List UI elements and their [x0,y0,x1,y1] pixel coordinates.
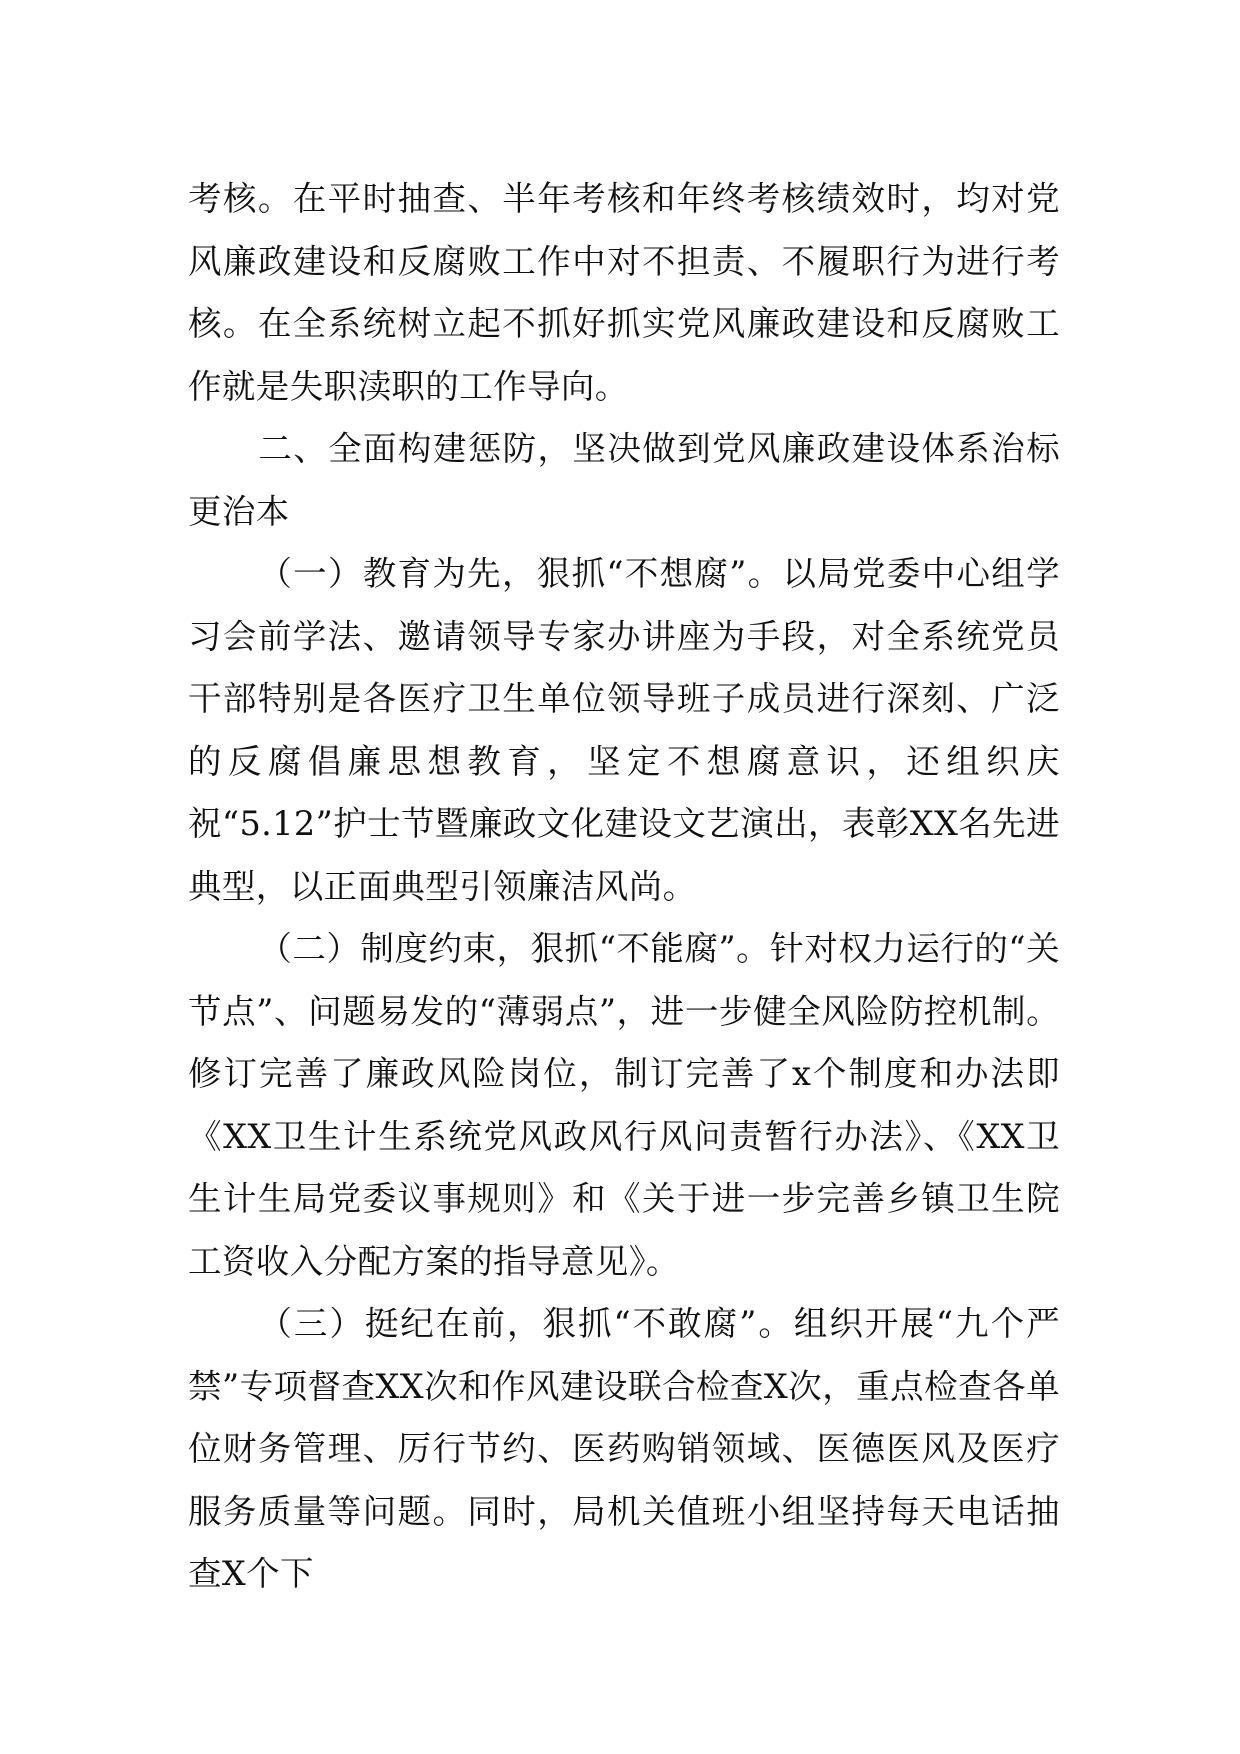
paragraph-assessment-continued: 考核。在平时抽查、半年考核和年终考核绩效时，均对党风廉政建设和反腐败工作中对不担责、不履职行为进行考核。在全系统树立起不抓好抓实党风廉政建设和反腐败工作就是失职渎职的工作导向。 [188,179,1060,406]
paragraph-discipline: （三）挺纪在前，狠抓“不敢腐”。组织开展“九个严禁”专项督查XX次和作风建设联合检查X次，重点检查各单位财务管理、厉行节约、医药购销领域、医德医风及医疗服务质量等问题。同时，局机关值班小组坚持每天电话抽查X个下 [188,1304,1060,1593]
section-heading-two: 二、全面构建惩防，坚决做到党风廉政建设体系治标更治本 [188,429,1060,531]
document-body [188,168,1060,1606]
paragraph-institution: （二）制度约束，狠抓“不能腐”。针对权力运行的“关节点”、问题易发的“薄弱点”，进一步健全风险防控机制。修订完善了廉政风险岗位，制订完善了x个制度和办法即《XX卫生计生系统党风政风行风问责暂行办法》、《XX卫生计生局党委议事规则》和《关于进一步完善乡镇卫生院工资收入分配方案的指导意见》。 [188,929,1060,1281]
paragraph-education: （一）教育为先，狠抓“不想腐”。以局党委中心组学习会前学法、邀请领导专家办讲座为手段，对全系统党员干部特别是各医疗卫生单位领导班子成员进行深刻、广泛的反腐倡廉思想教育，坚定不想腐意识，还组织庆祝“5.12”护士节暨廉政文化建设文艺演出，表彰XX名先进典型，以正面典型引领廉洁风尚。 [188,554,1060,906]
